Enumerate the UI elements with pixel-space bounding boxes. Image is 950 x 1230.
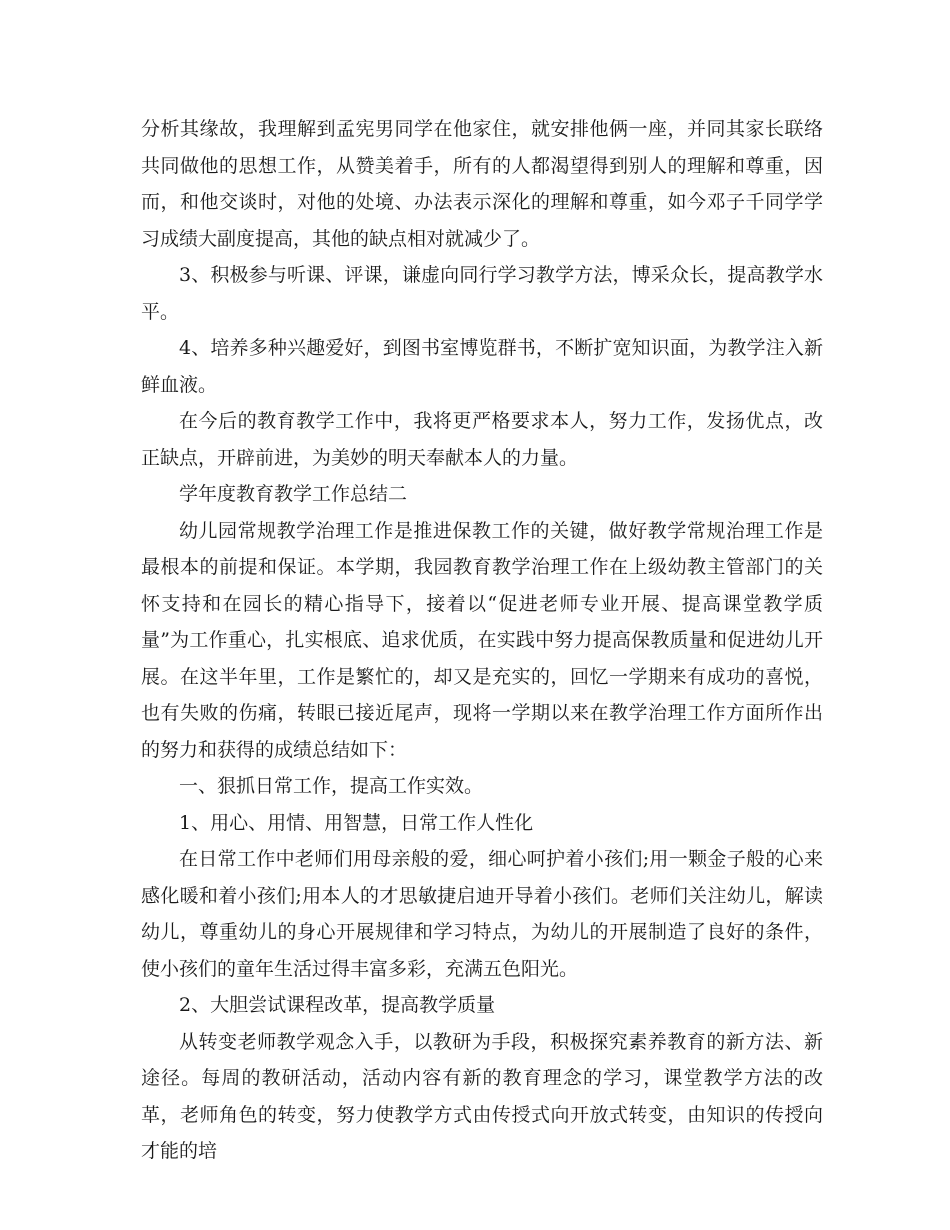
paragraph-continuation: 分析其缘故，我理解到孟宪男同学在他家住，就安排他俩一座，并同其家长联络共同做他的思想工作，从赞美着手，所有的人都渴望得到别人的理解和尊重，因而，和他交谈时，对他的处境、办法表示深化的理解和尊重，如今邓子千同学学习成绩大副度提高，其他的缺点相对就减少了。 [141,118,823,250]
subheading-1: 1、用心、用情、用智慧，日常工作人性化 [179,811,534,834]
document-body [141,111,823,1170]
paragraph-curriculum-reform: 从转变老师教学观念入手，以教研为手段，积极探究素养教育的新方法、新途径。每周的教研活动，活动内容有新的教育理念的学习，课堂教学方法的改革，老师角色的转变，努力使教学方式由传授式向开放式转变，由知识的传授向才能的培 [141,1030,823,1162]
heading-part-one: 一、狠抓日常工作，提高工作实效。 [179,775,484,797]
paragraph-daily-work: 在日常工作中老师们用母亲般的爱，细心呵护着小孩们;用一颗金子般的心来感化暖和着小孩们;用本人的才思敏捷启迪开导着小孩们。老师们关注幼儿，解读幼儿，尊重幼儿的身心开展规律和学习特点，为幼儿的开展制造了良好的条件，使小孩们的童年生活过得丰富多彩，充满五色阳光。 [141,848,823,980]
paragraph-intro: 幼儿园常规教学治理工作是推进保教工作的关键，做好教学常规治理工作是最根本的前提和保证。本学期，我园教育教学治理工作在上级幼教主管部门的关怀支持和在园长的精心指导下，接着以“促进老师专业开展、提高课堂教学质量”为工作重心，扎实根底、追求优质，在实践中努力提高保教质量和促进幼儿开展。在这半年里，工作是繁忙的，却又是充实的，回忆一学期来有成功的喜悦，也有失败的伤痛，转眼已接近尾声，现将一学期以来在教学治理工作方面所作出的努力和获得的成绩总结如下： [141,519,823,761]
paragraph-conclusion: 在今后的教育教学工作中，我将更严格要求本人，努力工作，发扬优点，改正缺点，开辟前进，为美妙的明天奉献本人的力量。 [141,410,823,469]
paragraph-item-3: 3、积极参与听课、评课，谦虚向同行学习教学方法，博采众长，提高教学水平。 [141,264,823,323]
paragraph-item-4: 4、培养多种兴趣爱好，到图书室博览群书，不断扩宽知识面，为教学注入新鲜血液。 [141,337,823,396]
section-title: 学年度教育教学工作总结二 [179,483,408,505]
subheading-2: 2、大胆尝试课程改革，提高教学质量 [179,994,496,1016]
